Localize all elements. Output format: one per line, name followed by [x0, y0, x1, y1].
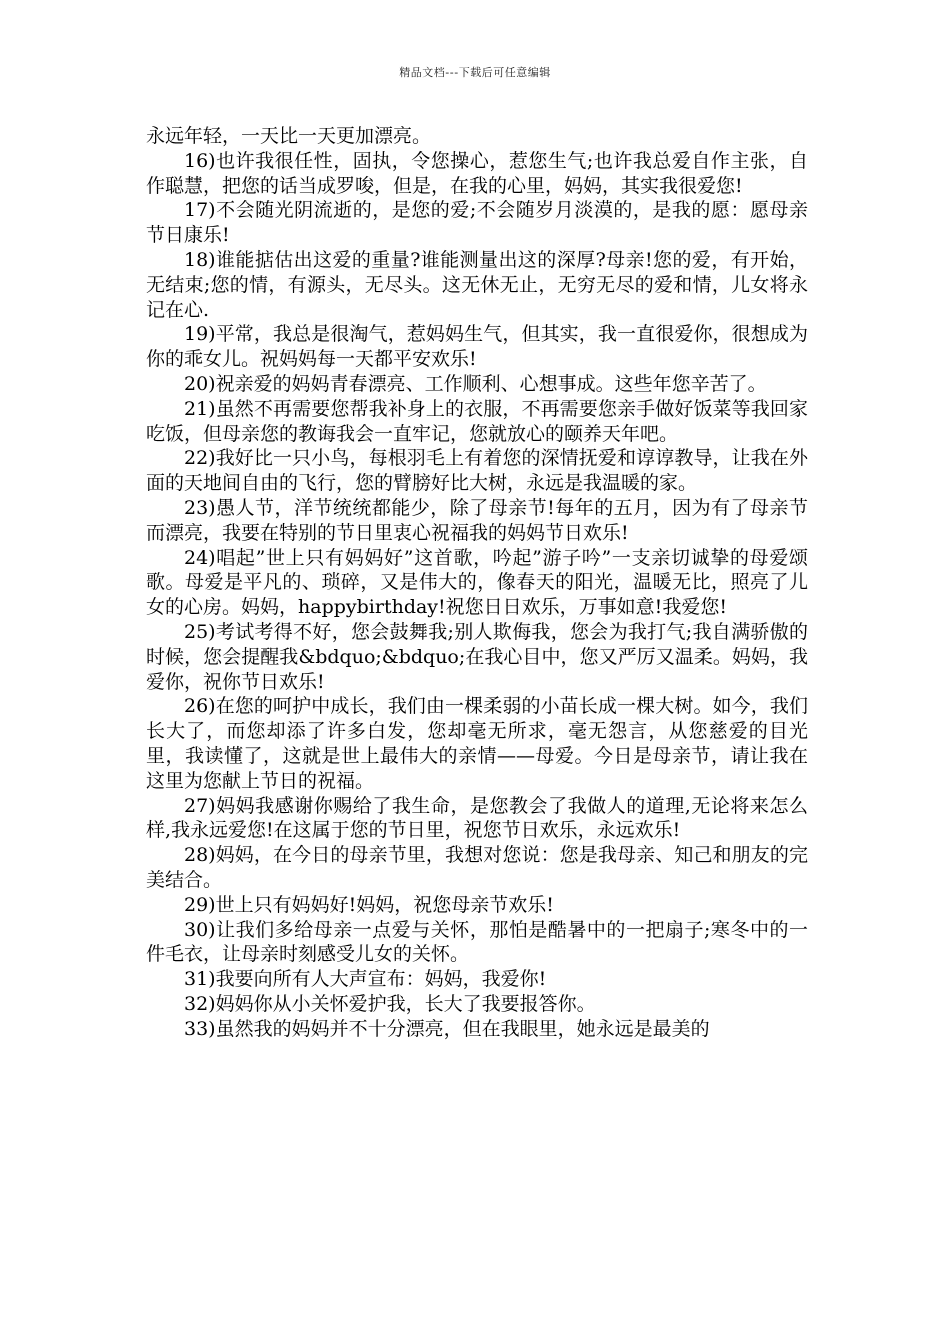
page-header: 精品文档---下载后可任意编辑 [399, 66, 551, 79]
paragraph: 18)谁能掂估出这爱的重量?谁能测量出这的深厚?母亲!您的爱，有开始，无结束;您的情，有源头，无尽头。这无休无止，无穷无尽的爱和情，儿女将永记在心. [146, 248, 808, 321]
paragraph: 27)妈妈我感谢你赐给了我生命，是您教会了我做人的道理,无论将来怎么样,我永远爱您!在这属于您的节日里，祝您节日欢乐，永远欢乐! [146, 794, 808, 842]
paragraph: 21)虽然不再需要您帮我补身上的衣服，不再需要您亲手做好饭菜等我回家吃饭，但母亲您的教诲我会一直牢记，您就放心的颐养天年吧。 [146, 397, 808, 445]
paragraph: 26)在您的呵护中成长，我们由一棵柔弱的小苗长成一棵大树。如今，我们长大了，而您却添了许多白发，您却毫无所求，毫无怨言，从您慈爱的目光里，我读懂了，这就是世上最伟大的亲情——母爱。今日是母亲节，请让我在这里为您献上节日的祝福。 [146, 695, 808, 792]
paragraph: 25)考试考得不好，您会鼓舞我;别人欺侮我，您会为我打气;我自满骄傲的时候，您会提醒我&bdquo;&bdquo;在我心目中，您又严厉又温柔。妈妈，我爱你，祝你节日欢乐! [146, 620, 808, 693]
paragraph: 33)虽然我的妈妈并不十分漂亮，但在我眼里，她永远是最美的 [184, 1017, 710, 1040]
paragraph: 28)妈妈，在今日的母亲节里，我想对您说：您是我母亲、知己和朋友的完美结合。 [146, 844, 808, 891]
paragraph: 32)妈妈你从小关怀爱护我，长大了我要报答你。 [184, 992, 596, 1015]
paragraph: 16)也许我很任性，固执，令您操心，惹您生气;也许我总爱自作主张，自作聪慧，把您的话当成罗唆，但是，在我的心里，妈妈，其实我很爱您! [146, 149, 808, 197]
paragraph: 20)祝亲爱的妈妈青春漂亮、工作顺利、心想事成。这些年您辛苦了。 [184, 372, 767, 395]
paragraph: 30)让我们多给母亲一点爱与关怀，那怕是酷暑中的一把扇子;寒冬中的一件毛衣，让母亲时刻感受儿女的关怀。 [146, 918, 808, 966]
paragraph: 23)愚人节，洋节统统都能少，除了母亲节!每年的五月，因为有了母亲节而漂亮，我要在特别的节日里衷心祝福我的妈妈节日欢乐! [146, 496, 808, 544]
paragraph: 24)唱起”世上只有妈妈好”这首歌，吟起”游子吟”一支亲切诚挚的母爱颂歌。母爱是平凡的、琐碎，又是伟大的，像春天的阳光，温暖无比，照亮了儿女的心房。妈妈，happybirthday!祝您日日欢乐，万事如意!我爱您! [146, 546, 808, 619]
paragraph: 31)我要向所有人大声宣布：妈妈，我爱你! [184, 968, 547, 991]
paragraph: 17)不会随光阴流逝的，是您的爱;不会随岁月淡漠的，是我的愿：愿母亲节日康乐! [146, 199, 808, 247]
paragraph: 永远年轻，一天比一天更加漂亮。 [146, 125, 432, 147]
paragraph: 19)平常，我总是很淘气，惹妈妈生气，但其实，我一直很爱你，很想成为你的乖女儿。祝妈妈每一天都平安欢乐! [146, 323, 808, 371]
paragraph: 29)世上只有妈妈好!妈妈，祝您母亲节欢乐! [184, 893, 554, 916]
paragraph: 22)我好比一只小鸟，每根羽毛上有着您的深情抚爱和谆谆教导，让我在外面的天地间自由的飞行，您的臂膀好比大树，永远是我温暖的家。 [146, 447, 808, 495]
document-body [146, 124, 808, 1041]
